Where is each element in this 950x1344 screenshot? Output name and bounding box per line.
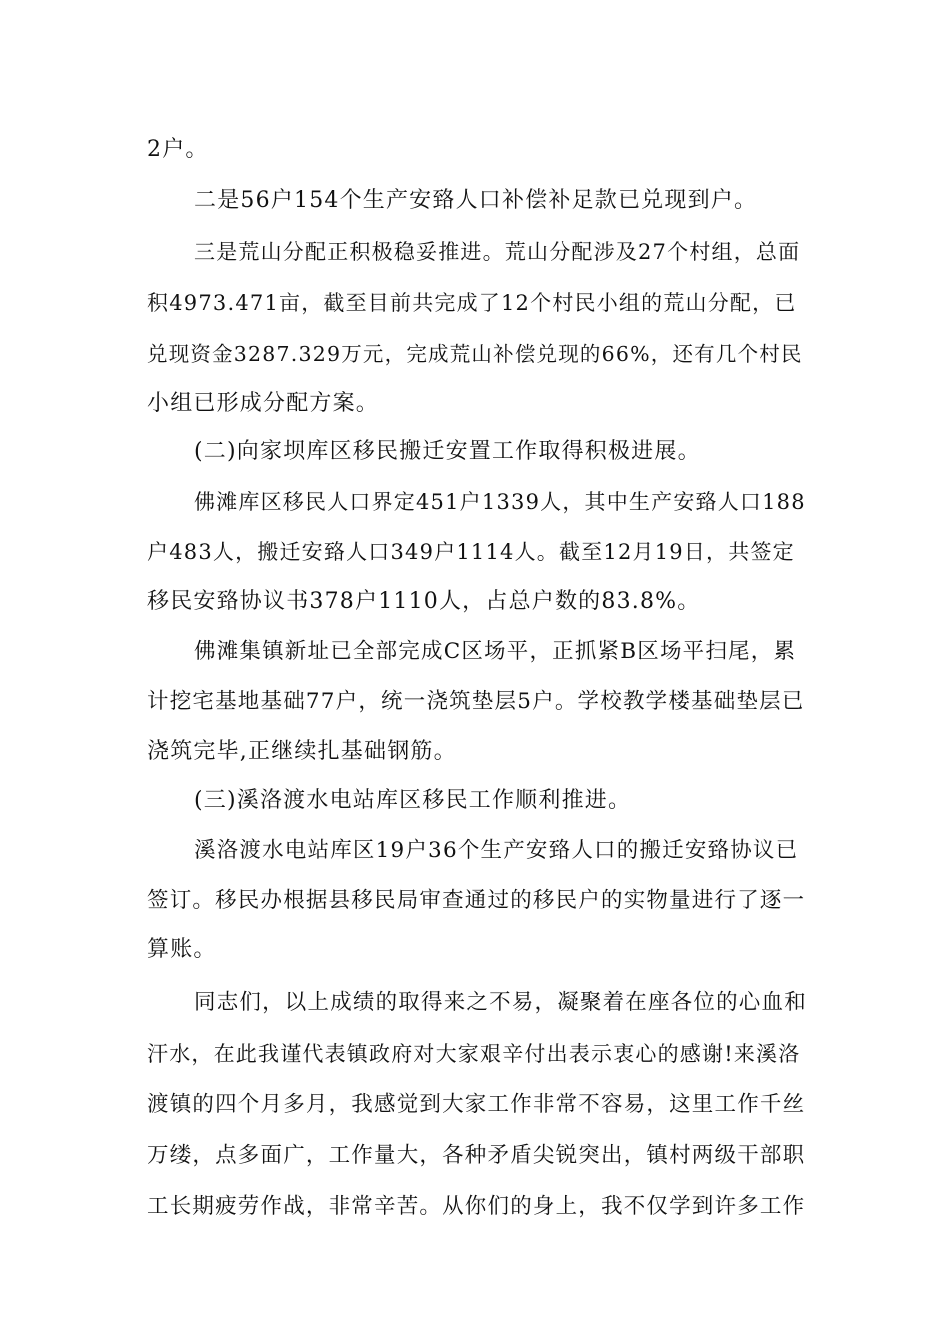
text-line: 移民安臵协议书378户1110人，占总户数的83.8%。 bbox=[147, 589, 701, 614]
text-line: 积4973.471亩，截至目前共完成了12个村民小组的荒山分配，已 bbox=[147, 291, 797, 315]
text-line: 户483人，搬迁安臵人口349户1114人。截至12月19日，共签定 bbox=[147, 540, 795, 564]
text-line: 签订。移民办根据县移民局审查通过的移民户的实物量进行了逐一 bbox=[147, 888, 806, 913]
text-line: 小组已形成分配方案。 bbox=[147, 391, 380, 416]
text-line: 浇筑完毕,正继续扎基础钢筋。 bbox=[147, 739, 457, 764]
text-line: 汗水，在此我谨代表镇政府对大家艰辛付出表示衷心的感谢!来溪洛 bbox=[147, 1042, 801, 1066]
text-line: 渡镇的四个月多月，我感觉到大家工作非常不容易，这里工作千丝 bbox=[147, 1092, 806, 1117]
text-line: 算账。 bbox=[147, 937, 217, 962]
text-line: 二是56户154个生产安臵人口补偿补足款已兑现到户。 bbox=[194, 188, 758, 213]
text-line: 2户。 bbox=[147, 137, 209, 162]
section-heading: (三)溪洛渡水电站库区移民工作顺利推进。 bbox=[194, 788, 632, 813]
text-line: 溪洛渡水电站库区19户36个生产安臵人口的搬迁安臵协议已 bbox=[194, 838, 799, 863]
text-line: 计挖宅基地基础77户，统一浇筑垫层5户。学校教学楼基础垫层已 bbox=[147, 689, 805, 714]
text-line: 三是荒山分配正积极稳妥推进。荒山分配涉及27个村组，总面 bbox=[194, 240, 801, 264]
text-line: 工长期疲劳作战，非常辛苦。从你们的身上，我不仅学到许多工作 bbox=[147, 1194, 806, 1219]
text-line: 佛滩集镇新址已全部完成C区场平，正抓紧B区场平扫尾，累 bbox=[194, 639, 797, 664]
text-line: 佛滩库区移民人口界定451户1339人，其中生产安臵人口188 bbox=[194, 490, 806, 514]
text-line: 兑现资金3287.329万元，完成荒山补偿兑现的66%，还有几个村民 bbox=[147, 342, 803, 366]
text-line: 同志们，以上成绩的取得来之不易，凝聚着在座各位的心血和 bbox=[194, 990, 807, 1015]
text-line: 万缕，点多面广，工作量大，各种矛盾尖锐突出，镇村两级干部职 bbox=[147, 1143, 806, 1168]
section-heading: (二)向家坝库区移民搬迁安置工作取得积极进展。 bbox=[194, 439, 701, 464]
